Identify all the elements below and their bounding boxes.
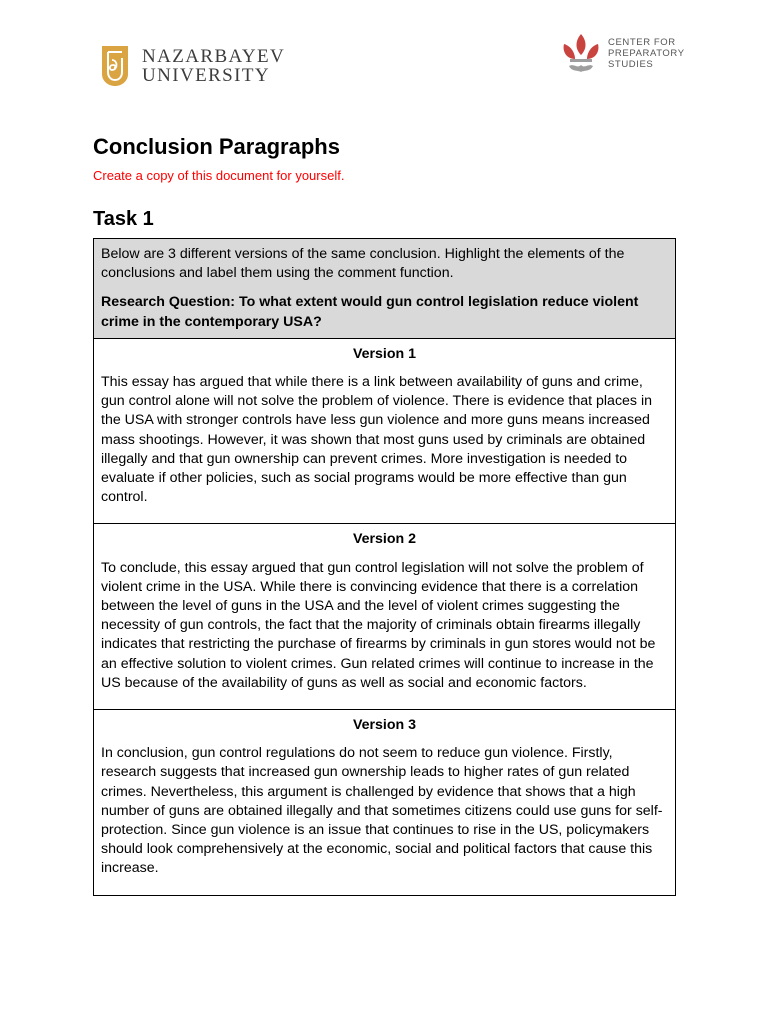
- version-cell-2: [94, 524, 676, 710]
- version-title-1: Version 1: [352, 345, 417, 362]
- cps-wordmark-line-1: CENTER FOR: [608, 36, 676, 48]
- task-heading: Task 1: [93, 208, 154, 230]
- version-row-1: [94, 338, 676, 524]
- nu-emblem-icon: [100, 44, 130, 88]
- version-cell-3: [94, 710, 676, 896]
- research-question: Research Question: To what extent would gun control legislation reduce violent crime in the contemporary USA?: [101, 294, 639, 330]
- version-text-1: This essay has argued that while there is a link between availability of guns and crime, gun control alone will not solve the problem of violence. There is evidence that places in the USA with stronger controls have less gun violence and more guns means increased mass shootings. However, it was shown that most guns used by criminals are obtained illegally and that gun ownership can prevent crimes. More investigation is needed to evaluate if other policies, such as social programs would be more effective than gun control.: [101, 374, 653, 506]
- cps-wordmark-line-3: STUDIES: [608, 58, 654, 70]
- version-row-2: [94, 524, 676, 710]
- intro-row: [94, 239, 676, 339]
- nu-wordmark-line-2: UNIVERSITY: [142, 65, 270, 86]
- version-title-3: Version 3: [352, 717, 417, 734]
- version-text-2: To conclude, this essay argued that gun control legislation will not solve the problem of violent crime in the USA. While there is convincing evidence that there is a correlation between the level of guns in the USA and the level of violent crimes suggesting the necessity of gun controls, the fact that the majority of criminals obtain firearms illegally indicates that restricting the purchase of firearms by criminals in gun stores would not be an effective solution to violent crimes. Gun related crimes will continue to increase in the US because of the availability of guns as well as social and economic factors.: [101, 559, 656, 691]
- version-title-2: Version 2: [352, 531, 417, 548]
- cps-wordmark: [608, 37, 685, 70]
- version-text-3: In conclusion, gun control regulations do not seem to reduce gun violence. Firstly, research suggests that increased gun ownership leads to higher rates of gun related crimes. Nevertheless, this argument is challenged by evidence that shows that a high number of guns are obtained illegally and that sometimes citizens could use guns for self-protection. Since gun violence is an issue that continues to rise in the US, policymakers should look comprehensively at the economic, social and political factors that cause this increase.: [101, 745, 663, 877]
- nazarbayev-university-logo: [100, 44, 285, 88]
- cps-logo: [560, 32, 685, 74]
- nu-wordmark-line-1: NAZARBAYEV: [142, 46, 286, 67]
- cps-wordmark-line-2: PREPARATORY: [608, 47, 685, 59]
- task-instructions: Below are 3 different versions of the same conclusion. Highlight the elements of the conclusions and label them using the comment function.: [101, 246, 625, 282]
- version-row-3: [94, 710, 676, 896]
- nu-wordmark: [142, 47, 285, 85]
- version-cell-1: [94, 338, 676, 524]
- copy-instruction-note: Create a copy of this document for yourself.: [93, 168, 345, 183]
- intro-cell: [94, 239, 676, 339]
- cps-emblem-icon: [560, 32, 602, 74]
- document-title: Conclusion Paragraphs: [93, 134, 340, 159]
- task-table: [93, 238, 676, 896]
